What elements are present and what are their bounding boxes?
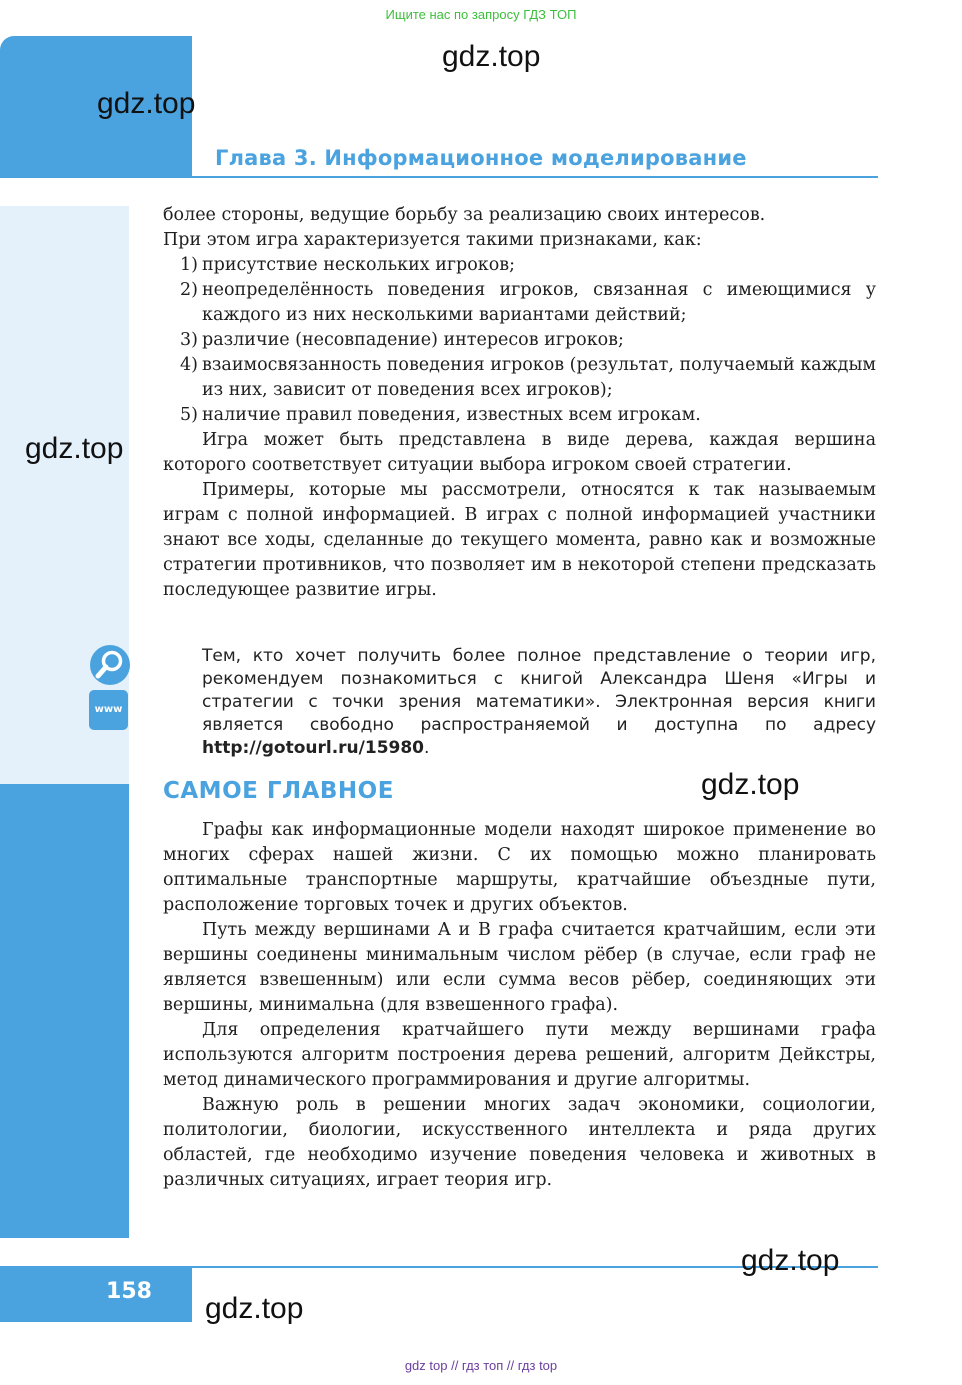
paragraph: Примеры, которые мы рассмотрели, относятся к так называемым играм с полной информацией. В играх с полной информацией участники знают все ходы, сделанные до текущего момента, равно как и возможные стратегии противников, что позволяет им в некоторой степени предсказать последующее развитие игры. [163, 480, 876, 600]
list-item-number: 1) [180, 255, 198, 275]
watermark: gdz.top [205, 1292, 304, 1325]
list-item [163, 253, 876, 278]
watermark: gdz.top [701, 768, 800, 801]
list-item [163, 403, 876, 428]
paragraph-line: При этом игра характеризуется такими признаками, как: [163, 230, 702, 250]
paragraph-line: более стороны, ведущие борьбу за реализацию своих интересов. [163, 205, 766, 225]
bottom-banner[interactable]: gdz top // гдз топ // гдз top [404, 1358, 558, 1373]
note-link[interactable]: http://gotourl.ru/15980 [202, 738, 425, 758]
list-item [163, 353, 876, 403]
search-icon [90, 645, 130, 685]
paragraph: Графы как информационные модели находят широкое применение во многих сферах нашей жизни. С их помощью можно планировать оптимальные транспортные маршруты, кратчайшие объездные пути, расположение торговых точек и других объектов. [163, 820, 876, 915]
list-item-number: 3) [180, 330, 198, 350]
watermark: gdz.top [442, 40, 541, 73]
list-item-text: взаимосвязанность поведения игроков (результат, получаемый каждым из них, зависит от поведения всех игроков); [202, 355, 876, 400]
note-end: . [424, 738, 430, 758]
list-item-number: 4) [180, 355, 198, 375]
main-text [163, 203, 876, 603]
side-margin-dark [0, 784, 129, 1238]
chapter-title: Глава 3. Информационное моделирование [215, 146, 747, 170]
watermark: gdz.top [25, 432, 124, 465]
summary-text [163, 818, 876, 1193]
list-item [163, 278, 876, 328]
watermark: gdz.top [97, 87, 196, 120]
header-rule [192, 176, 878, 178]
list-item [163, 328, 876, 353]
page-number: 158 [106, 1279, 152, 1304]
note-text: Тем, кто хочет получить более полное представление о теории игр, рекомендуем познакомиться с книгой Александра Шеня «Игры и стратегии с точки зрения математики». Электронная версия книги является свободно распространяемой и доступна по адресу [202, 646, 876, 735]
further-reading-note [202, 645, 876, 760]
watermark: gdz.top [741, 1244, 840, 1277]
list-item-text: присутствие нескольких игроков; [202, 255, 515, 275]
list-item-number: 5) [180, 405, 198, 425]
paragraph: Для определения кратчайшего пути между вершинами графа используются алгоритм построения дерева решений, алгоритм Дейкстры, метод динамического программирования и другие алгоритмы. [163, 1020, 876, 1090]
paragraph: Игра может быть представлена в виде дерева, каждая вершина которого соответствует ситуации выбора игроком своей стратегии. [163, 430, 876, 475]
www-icon: www [89, 690, 128, 730]
list-item-number: 2) [180, 280, 198, 300]
paragraph: Важную роль в решении многих задач экономики, социологии, политологии, биологии, искусственного интеллекта и ряда других областей, где необходимо изучение поведения человека и животных в различных ситуациях, играет теория игр. [163, 1095, 876, 1190]
list-item-text: наличие правил поведения, известных всем игрокам. [202, 405, 701, 425]
paragraph: Путь между вершинами A и B графа считается кратчайшим, если эти вершины соединены минимальным числом рёбер (в случае, если граф не является взвешенным) или если сумма весов рёбер, соединяющих эти вершины, минимальна (для взвешенного графа). [163, 920, 876, 1015]
list-item-text: неопределённость поведения игроков, связанная с имеющимися у каждого из них несколькими вариантами действий; [202, 280, 876, 325]
section-title: САМОЕ ГЛАВНОЕ [163, 778, 394, 804]
top-banner[interactable]: Ищите нас по запросу ГДЗ ТОП [385, 7, 577, 22]
list-item-text: различие (несовпадение) интересов игроков; [202, 330, 624, 350]
